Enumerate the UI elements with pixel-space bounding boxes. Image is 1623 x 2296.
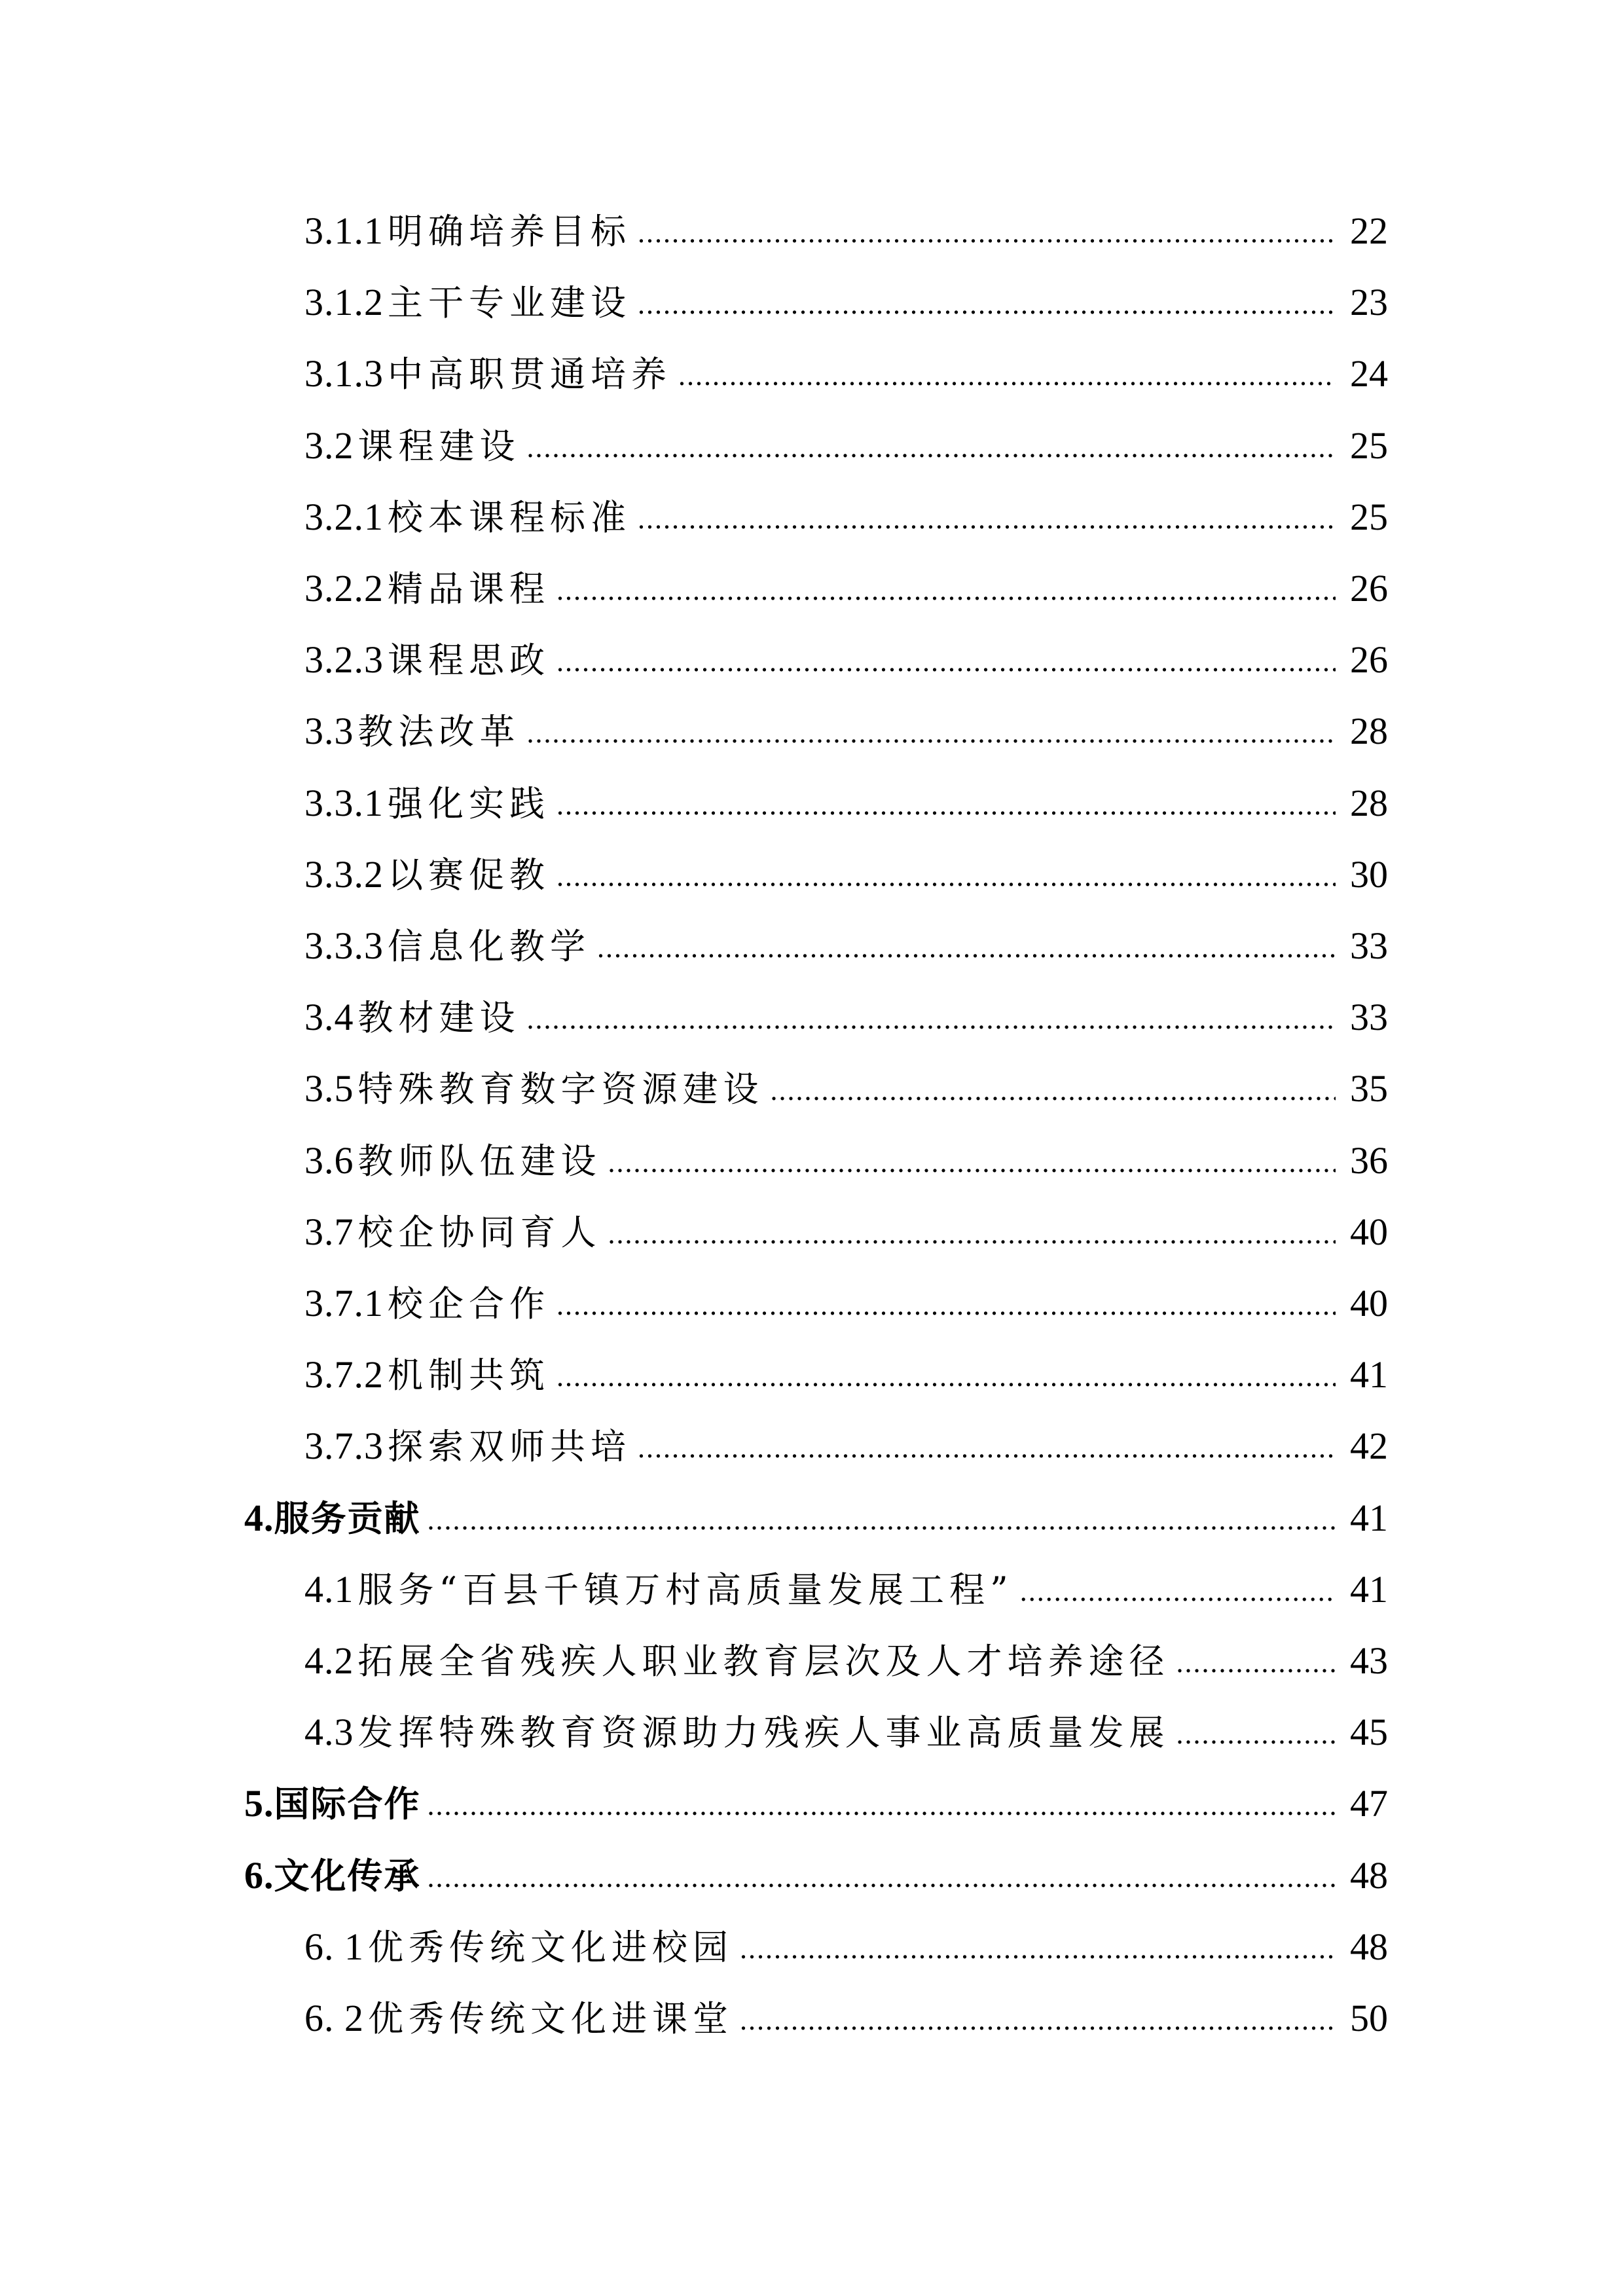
toc-entry-title: 机制共筑 xyxy=(388,1355,550,1396)
toc-entry-page: 41 xyxy=(1350,1567,1388,1611)
toc-entry-page: 25 xyxy=(1350,424,1388,467)
toc-entry[interactable] xyxy=(304,1563,1388,1616)
toc-entry-number: 3.5 xyxy=(304,1067,354,1110)
toc-entry[interactable] xyxy=(304,1635,1388,1687)
toc-entry-number: 3.3.2 xyxy=(304,852,384,896)
toc-entry-title: 课程建设 xyxy=(357,425,520,467)
toc-entry-number: 3.7 xyxy=(304,1210,354,1253)
toc-entry[interactable] xyxy=(304,348,1388,400)
toc-leader-dots xyxy=(740,1923,1336,1975)
toc-entry[interactable] xyxy=(244,1492,1388,1544)
toc-entry-page: 36 xyxy=(1350,1139,1388,1182)
toc-entry-page: 47 xyxy=(1350,1782,1388,1825)
toc-entry[interactable] xyxy=(304,1420,1388,1472)
toc-entry-title: 中高职贯通培养 xyxy=(388,354,672,395)
toc-leader-dots xyxy=(556,1279,1336,1332)
toc-entry-page: 28 xyxy=(1350,710,1388,753)
toc-entry-title: 优秀传统文化进校园 xyxy=(368,1926,733,1968)
toc-entry[interactable] xyxy=(304,991,1388,1044)
toc-leader-dots xyxy=(556,564,1336,617)
toc-leader-dots xyxy=(608,1137,1336,1189)
toc-leader-dots xyxy=(638,1422,1336,1474)
toc-entry-page: 22 xyxy=(1350,210,1388,252)
toc-entry-page: 48 xyxy=(1350,1925,1388,1968)
toc-leader-dots xyxy=(638,278,1336,331)
toc-leader-dots xyxy=(1020,1565,1336,1618)
toc-entry[interactable] xyxy=(304,1206,1388,1258)
toc-leader-dots xyxy=(527,422,1336,474)
toc-entry[interactable] xyxy=(304,634,1388,686)
toc-entry-number: 4. xyxy=(244,1496,274,1539)
toc-entry[interactable] xyxy=(304,848,1388,901)
toc-entry[interactable] xyxy=(304,420,1388,472)
toc-entry-title: 国际合作 xyxy=(274,1783,421,1825)
toc-entry-number: 3.7.2 xyxy=(304,1353,384,1396)
toc-entry-number: 6. 1 xyxy=(304,1925,364,1968)
toc-entry-number: 3.2.2 xyxy=(304,567,384,610)
toc-leader-dots xyxy=(527,993,1336,1046)
toc-entry-page: 45 xyxy=(1350,1711,1388,1754)
toc-leader-dots xyxy=(556,636,1336,688)
toc-entry-page: 40 xyxy=(1350,1282,1388,1324)
toc-entry[interactable] xyxy=(304,1135,1388,1187)
toc-entry[interactable] xyxy=(304,1992,1388,2045)
toc-entry-page: 25 xyxy=(1350,495,1388,538)
toc-leader-dots xyxy=(527,707,1336,759)
toc-leader-dots xyxy=(1176,1708,1336,1760)
toc-leader-dots xyxy=(428,1779,1336,1832)
toc-leader-dots xyxy=(638,207,1336,259)
toc-entry-number: 3.7.3 xyxy=(304,1425,384,1468)
toc-entry-title: 文化传承 xyxy=(274,1855,421,1897)
toc-entry-page: 26 xyxy=(1350,638,1388,682)
toc-leader-dots xyxy=(428,1851,1336,1904)
toc-entry-number: 3.2 xyxy=(304,424,354,467)
toc-entry-title: 精品课程 xyxy=(388,568,550,610)
toc-leader-dots xyxy=(638,493,1336,545)
toc-entry-number: 5. xyxy=(244,1782,274,1825)
toc-entry-title: 发挥特殊教育资源助力残疾人事业高质量发展 xyxy=(357,1712,1170,1754)
toc-leader-dots xyxy=(1176,1637,1336,1689)
toc-entry-title: 拓展全省残疾人职业教育层次及人才培养途径 xyxy=(357,1641,1170,1682)
toc-entry-number: 3.1.3 xyxy=(304,352,384,395)
toc-entry[interactable] xyxy=(304,920,1388,972)
toc-entry[interactable] xyxy=(304,1349,1388,1401)
toc-entry-page: 28 xyxy=(1350,781,1388,824)
toc-entry-title: 主干专业建设 xyxy=(388,282,631,324)
toc-entry-page: 35 xyxy=(1350,1067,1388,1110)
toc-leader-dots xyxy=(608,1208,1336,1260)
toc-entry-title: 教材建设 xyxy=(357,997,520,1039)
toc-entry-page: 41 xyxy=(1350,1353,1388,1396)
toc-entry-number: 3.1.1 xyxy=(304,210,384,252)
toc-entry-title: 校企协同育人 xyxy=(357,1211,602,1253)
toc-entry[interactable] xyxy=(304,705,1388,757)
toc-leader-dots xyxy=(597,922,1336,974)
toc-entry-page: 26 xyxy=(1350,567,1388,610)
toc-entry-title: 服务贡献 xyxy=(274,1497,421,1539)
toc-leader-dots xyxy=(556,1351,1336,1403)
toc-leader-dots xyxy=(678,350,1336,402)
toc-entry[interactable] xyxy=(304,1063,1388,1115)
toc-leader-dots xyxy=(556,779,1336,831)
toc-entry-number: 3.7.1 xyxy=(304,1282,384,1324)
toc-entry-page: 42 xyxy=(1350,1425,1388,1468)
toc-entry-page: 33 xyxy=(1350,996,1388,1039)
toc-leader-dots xyxy=(740,1994,1336,2047)
toc-entry-page: 40 xyxy=(1350,1210,1388,1253)
toc-entry[interactable] xyxy=(304,205,1388,257)
toc-leader-dots xyxy=(428,1494,1336,1546)
toc-entry[interactable] xyxy=(244,1850,1388,1902)
toc-entry-number: 3.4 xyxy=(304,996,354,1039)
toc-entry-number: 3.3.1 xyxy=(304,781,384,824)
toc-entry-title: 教师队伍建设 xyxy=(357,1140,602,1182)
toc-entry-page: 50 xyxy=(1350,1997,1388,2039)
toc-entry-page: 24 xyxy=(1350,352,1388,395)
toc-entry[interactable] xyxy=(304,491,1388,543)
toc-entry-title: 以赛促教 xyxy=(388,854,550,896)
toc-entry-number: 6. 2 xyxy=(304,1997,364,2039)
toc-entry-number: 3.2.1 xyxy=(304,495,384,538)
toc-entry[interactable] xyxy=(304,276,1388,329)
toc-entry-page: 23 xyxy=(1350,281,1388,324)
toc-entry-title: 特殊教育数字资源建设 xyxy=(357,1068,764,1110)
toc-entry-number: 4.1 xyxy=(304,1567,354,1611)
toc-entry-title: 校企合作 xyxy=(388,1283,550,1324)
toc-entry-number: 3.2.3 xyxy=(304,638,384,682)
toc-entry-number: 4.3 xyxy=(304,1711,354,1754)
toc-entry-number: 3.6 xyxy=(304,1139,354,1182)
toc-entry-number: 3.1.2 xyxy=(304,281,384,324)
toc-leader-dots xyxy=(771,1065,1336,1117)
toc-entry-number: 4.2 xyxy=(304,1639,354,1682)
toc-entry[interactable] xyxy=(304,1277,1388,1330)
toc-entry-number: 3.3.3 xyxy=(304,924,384,967)
toc-entry-page: 33 xyxy=(1350,924,1388,967)
toc-entry-page: 30 xyxy=(1350,852,1388,896)
toc-entry-title: 强化实践 xyxy=(388,782,550,824)
toc-entry-title: 服务“百县千镇万村高质量发展工程” xyxy=(357,1569,1013,1611)
toc-entry-number: 6. xyxy=(244,1853,274,1897)
toc-entry-title: 校本课程标准 xyxy=(388,496,631,538)
toc-leader-dots xyxy=(556,850,1336,903)
toc-entry[interactable] xyxy=(304,562,1388,615)
toc-entry[interactable] xyxy=(304,1921,1388,1973)
toc-entry[interactable] xyxy=(304,1706,1388,1758)
toc-entry-title: 明确培养目标 xyxy=(388,211,631,252)
toc-entry-page: 48 xyxy=(1350,1853,1388,1897)
toc-entry[interactable] xyxy=(304,777,1388,829)
toc-entry-title: 信息化教学 xyxy=(388,926,591,967)
toc-entry-title: 教法改革 xyxy=(357,711,520,753)
toc-entry-page: 43 xyxy=(1350,1639,1388,1682)
toc-entry-title: 探索双师共培 xyxy=(388,1426,631,1468)
toc-entry[interactable] xyxy=(244,1777,1388,1830)
toc-entry-title: 优秀传统文化进课堂 xyxy=(368,1998,733,2039)
toc-entry-title: 课程思政 xyxy=(388,640,550,682)
toc-entry-number: 3.3 xyxy=(304,710,354,753)
toc-entry-page: 41 xyxy=(1350,1496,1388,1539)
